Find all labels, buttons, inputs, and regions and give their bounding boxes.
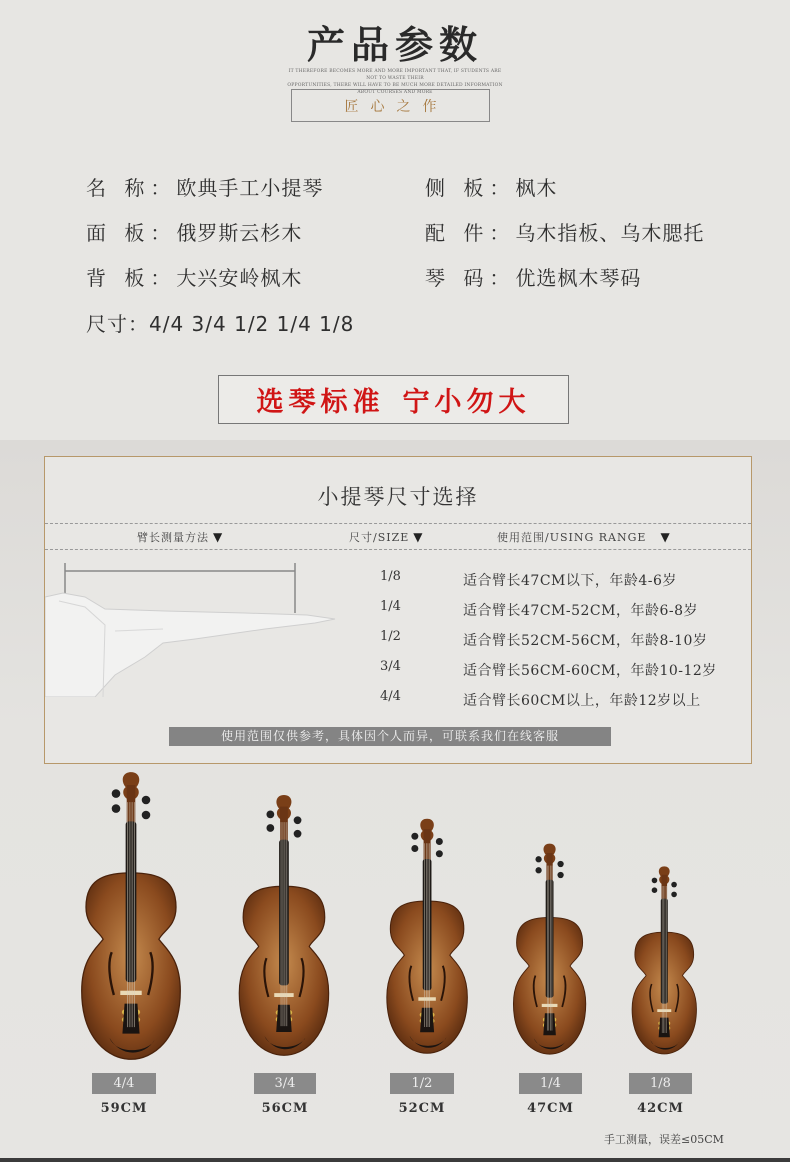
violin-size-tag: 1/4 bbox=[519, 1073, 582, 1094]
violin-length-label: 42CM bbox=[637, 1101, 684, 1116]
violin-image bbox=[510, 842, 589, 1062]
measurement-note: 手工测量，误差≤05CM bbox=[604, 1133, 724, 1146]
spec-name-value: 欧典手工小提琴 bbox=[176, 176, 324, 200]
size-row-range: 适合臂长47CM-52CM，年龄6-8岁 bbox=[463, 603, 698, 619]
col-header-size bbox=[349, 529, 424, 545]
violin-image bbox=[235, 793, 333, 1065]
triangle-down-icon: ▼ bbox=[213, 530, 224, 544]
size-row-size: 3/4 bbox=[380, 659, 401, 674]
violin-image bbox=[629, 865, 700, 1061]
spec-side-value: 枫木 bbox=[515, 176, 558, 200]
spec-side-key: 侧 板： bbox=[425, 176, 516, 200]
spec-name-key: 名 称： bbox=[86, 176, 177, 200]
spec-bridge-key: 琴 码： bbox=[425, 266, 516, 290]
size-row-range: 适合臂长56CM-60CM，年龄10-12岁 bbox=[463, 663, 717, 679]
violin-length-label: 47CM bbox=[527, 1101, 574, 1116]
spec-top-key: 面 板： bbox=[86, 221, 177, 245]
violin-size-tag: 1/8 bbox=[629, 1073, 692, 1094]
panel-divider-bottom bbox=[45, 549, 751, 550]
violin-length-label: 59CM bbox=[100, 1101, 148, 1116]
size-row-size: 1/2 bbox=[380, 629, 401, 644]
size-row-size: 4/4 bbox=[380, 689, 401, 704]
standard-right-text: 宁小勿大 bbox=[402, 387, 531, 418]
violin-image bbox=[77, 770, 185, 1070]
arm-measurement-illustration bbox=[45, 557, 345, 697]
violin-size-tag: 1/2 bbox=[390, 1073, 454, 1094]
english-subtitle-line-1: IT THEREFORE BECOMES MORE AND MORE IMPORTANT THAT, IF STUDENTS ARE NOT TO WASTE THEIR bbox=[288, 69, 502, 81]
spec-back bbox=[86, 262, 302, 291]
english-subtitle-line-2: OPPORTUNITIES, THERE WILL HAVE TO BE MUCH MORE DETAILED INFORMATION ABOUT COURSES AND MORE bbox=[287, 83, 503, 95]
spec-back-key: 背 板： bbox=[86, 266, 177, 290]
spec-top-value: 俄罗斯云杉木 bbox=[176, 221, 303, 245]
spec-bridge bbox=[425, 262, 641, 291]
size-row-range: 适合臂长60CM以上，年龄12岁以上 bbox=[463, 693, 701, 709]
col-header-method bbox=[137, 529, 223, 545]
col-header-method-label: 臂长测量方法 bbox=[137, 531, 209, 544]
violin-length-label: 52CM bbox=[398, 1101, 446, 1116]
col-header-size-label: 尺寸/SIZE bbox=[349, 531, 410, 544]
motto-box: 匠心之作 bbox=[291, 89, 490, 122]
arm-silhouette bbox=[45, 593, 335, 697]
spec-parts-value: 乌木指板、乌木腮托 bbox=[515, 221, 705, 245]
spec-size-value: 4/4 3/4 1/2 1/4 1/8 bbox=[149, 312, 355, 336]
violin-length-label: 56CM bbox=[261, 1101, 309, 1116]
size-row-range: 适合臂长47CM以下，年龄4-6岁 bbox=[463, 573, 677, 589]
size-row-size: 1/4 bbox=[380, 599, 401, 614]
spec-name bbox=[86, 172, 323, 201]
col-header-range-label: 使用范围/USING RANGE bbox=[497, 531, 647, 544]
violin-size-tag: 3/4 bbox=[254, 1073, 316, 1094]
spec-bridge-value: 优选枫木琴码 bbox=[515, 266, 642, 290]
triangle-down-icon: ▼ bbox=[660, 530, 671, 544]
col-header-range bbox=[497, 529, 671, 545]
triangle-down-icon: ▼ bbox=[413, 530, 424, 544]
panel-title: 小提琴尺寸选择 bbox=[317, 485, 479, 509]
violin-size-tag: 4/4 bbox=[92, 1073, 156, 1094]
spec-size-key: 尺寸： bbox=[86, 312, 149, 336]
spec-top bbox=[86, 217, 302, 246]
spec-parts-key: 配 件： bbox=[425, 221, 516, 245]
violin-image bbox=[383, 817, 471, 1062]
spec-parts bbox=[425, 217, 704, 246]
page-title: 产品参数 bbox=[306, 22, 483, 67]
panel-divider-top bbox=[45, 523, 751, 524]
size-row-size: 1/8 bbox=[380, 569, 401, 584]
selection-standard-box bbox=[218, 375, 569, 424]
spec-back-value: 大兴安岭枫木 bbox=[176, 266, 303, 290]
size-row-range: 适合臂长52CM-56CM，年龄8-10岁 bbox=[463, 633, 708, 649]
size-selection-panel bbox=[44, 456, 752, 764]
bottom-border bbox=[0, 1158, 790, 1162]
spec-size bbox=[86, 308, 354, 337]
spec-side bbox=[425, 172, 557, 201]
usage-note-bar: 使用范围仅供参考，具体因个人而异，可联系我们在线客服 bbox=[169, 727, 611, 746]
standard-left-text: 选琴标准 bbox=[256, 387, 385, 418]
